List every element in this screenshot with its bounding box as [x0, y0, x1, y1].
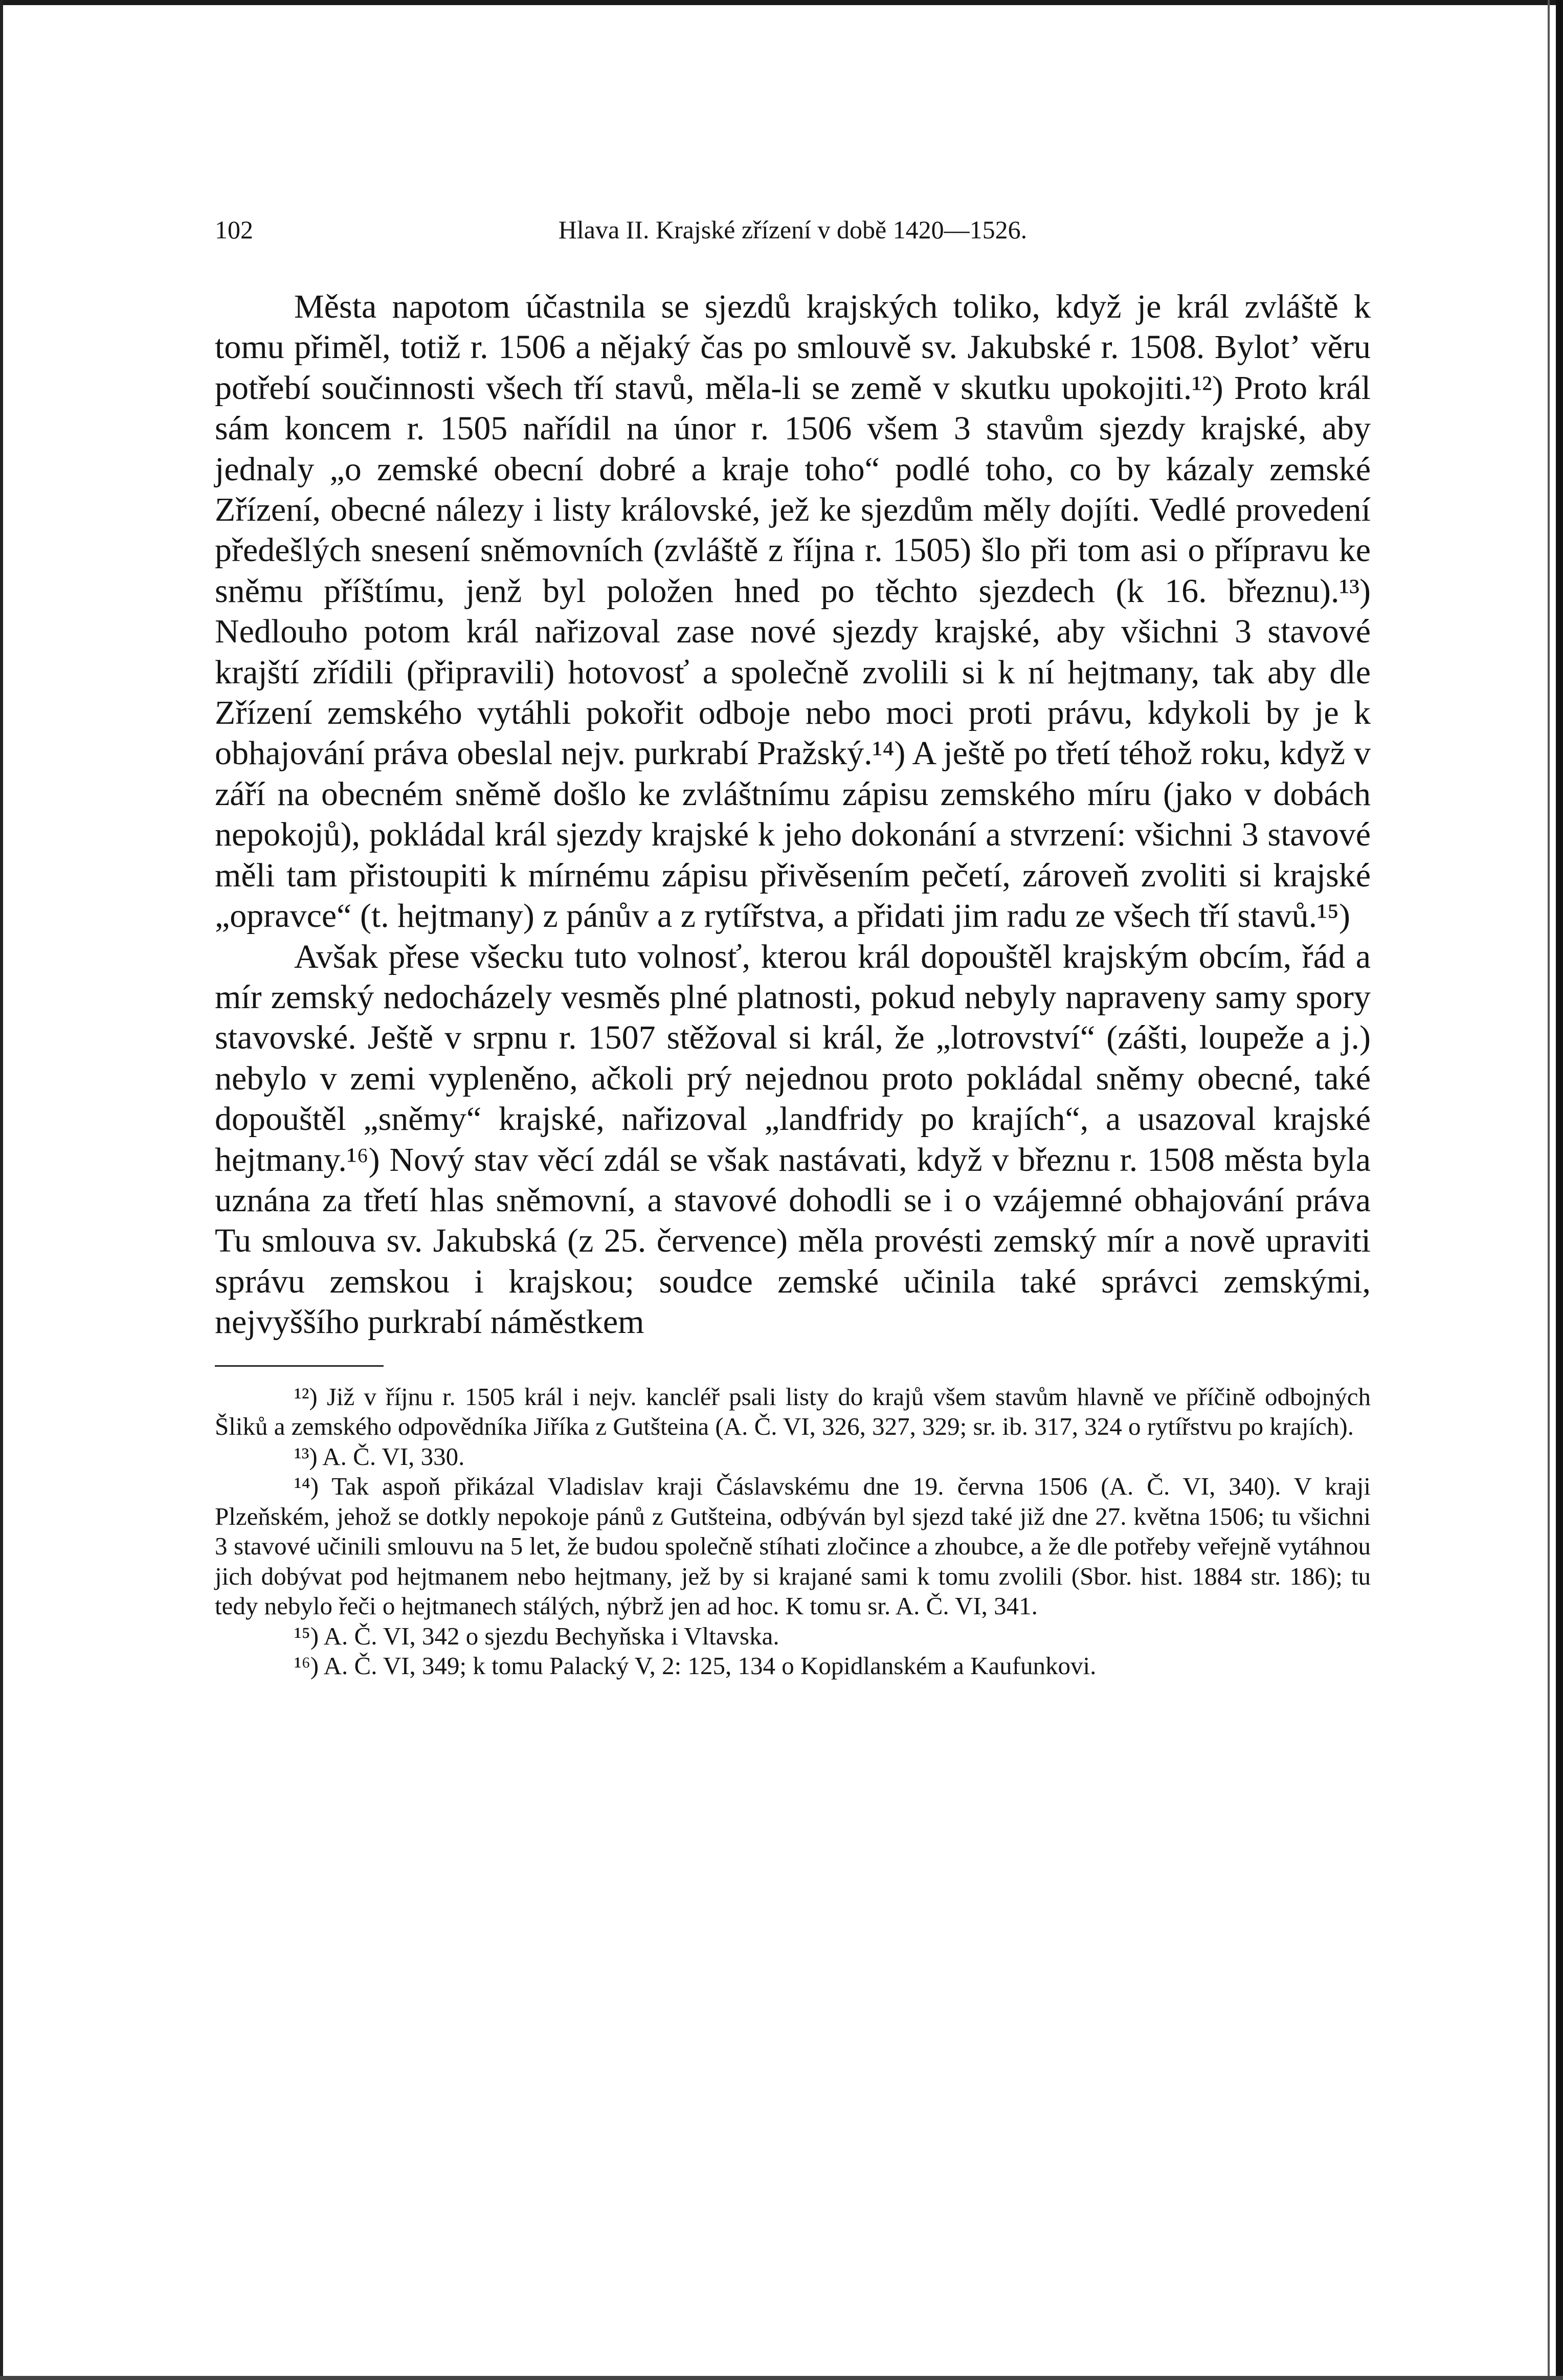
chapter-title: Hlava II. Krajské zřízení v době 1420—1526.	[558, 215, 1028, 244]
page-number: 102	[215, 215, 253, 244]
footnote-16: ¹⁶) A. Č. VI, 349; k tomu Palacký V, 2: 125, 134 o Kopidlanském a Kaufunkovi.	[294, 1652, 1097, 1680]
scan-edge-right	[1556, 0, 1563, 2380]
footnote-15: ¹⁵) A. Č. VI, 342 o sjezdu Bechyňska i Vltavska.	[294, 1621, 779, 1650]
scan-edge-right-inner	[1548, 0, 1550, 2380]
paragraph-1: Města napotom účastnila se sjezdů krajských toliko, když je král zvláště k tomu přiměl, totiž r. 1506 a nějaký čas po smlouvě sv. Jakubské r. 1508. Bylotʼ věru potřebí součinnosti všech tří stavů, měla-li se země v skutku upokojiti.¹²) Proto král sám koncem r. 1505 nařídil na únor r. 1506 všem 3 stavům sjezdy krajské, aby jednaly „o zemské obecní dobré a kraje toho“ podlé toho, co by kázaly zemské Zřízení, obecné nálezy i listy královské, jež ke sjezdům měly dojíti. Vedlé provedení předešlých snesení sněmovních (zvláště z října r. 1505) šlo při tom asi o přípravu ke sněmu příštímu, jenž byl položen hned po těchto sjezdech (k 16. březnu).¹³) Nedlouho potom král nařizoval zase nové sjezdy krajské, aby všichni 3 stavové krajští zřídili (připravili) hotovosť a společně zvolili si k ní hejtmany, tak aby dle Zřízení zemského vytáhli pokořit odboje nebo moci proti právu, kdykoli by je k obhajování práva obeslal nejv. purkrabí Pražský.¹⁴) A ještě po třetí téhož roku, když v září na obecném sněmě došlo ke zvláštnímu zápisu zemského míru (jako v dobách nepokojů), pokládal král sjezdy krajské k jeho dokonání a stvrzení: všichni 3 stavové měli tam přistoupiti k mírnému zápisu přivěsením pečetí, zároveň zvoliti si krajské „opravce“ (t. hejtmany) z pánův a z rytířstva, a přidati jim radu ze všech tří stavů.¹⁵)	[215, 288, 1371, 935]
scan-edge-left	[0, 0, 3, 2380]
scan-edge-top	[0, 0, 1563, 5]
running-head	[215, 215, 1371, 256]
scan-edge-bottom	[0, 2376, 1563, 2380]
footnotes	[215, 1382, 1371, 1681]
body-text	[215, 286, 1371, 1343]
footnote-12: ¹²) Již v říjnu r. 1505 král i nejv. kancléř psali listy do krajů všem stavům hlavně ve příčině odbojných Šliků a zemského odpovědníka Jiříka z Gutšteina (A. Č. VI, 326, 327, 329; sr. ib. 317, 324 o rytířstvu po krajích).	[215, 1382, 1371, 1441]
footnote-13: ¹³) A. Č. VI, 330.	[294, 1442, 465, 1471]
paragraph-2: Avšak přese všecku tuto volnosť, kterou král dopouštěl krajským obcím, řád a mír zemský nedocházely vesměs plné platnosti, pokud nebyly napraveny samy spory stavovské. Ještě v srpnu r. 1507 stěžoval si král, že „lotrovství“ (zášti, loupeže a j.) nebylo v zemi vypleněno, ačkoli prý nejednou proto pokládal sněmy obecné, také dopouštěl „sněmy“ krajské, nařizoval „landfridy po krajích“, a usazoval krajské hejtmany.¹⁶) Nový stav věcí zdál se však nastávati, když v březnu r. 1508 města byla uznána za třetí hlas sněmovní, a stavové dohodli se i o vzájemné obhajování práva Tu smlouva sv. Jakubská (z 25. července) měla provésti zemský mír a nově upraviti správu zemskou i krajskou; soudce zemské učinila také správci zemskými, nejvyššího purkrabí náměstkem	[215, 938, 1371, 1341]
footnote-divider	[215, 1365, 384, 1367]
book-page	[215, 215, 1371, 1681]
footnote-14: ¹⁴) Tak aspoň přikázal Vladislav kraji Čáslavskému dne 19. června 1506 (A. Č. VI, 340). V kraji Plzeňském, jehož se dotkly nepokoje pánů z Gutšteina, odbýván byl sjezd také již dne 27. května 1506; tu všichni 3 stavové učinili smlouvu na 5 let, že budou společně stíhati zločince a zhoubce, a že dle potřeby veřejně vytáhnou jich dobývat pod hejtmanem nebo hejtmany, jež by si krajané sami k tomu zvolili (Sbor. hist. 1884 str. 186); tu tedy nebylo řeči o hejtmanech stálých, nýbrž jen ad hoc. K tomu sr. A. Č. VI, 341.	[215, 1472, 1371, 1620]
